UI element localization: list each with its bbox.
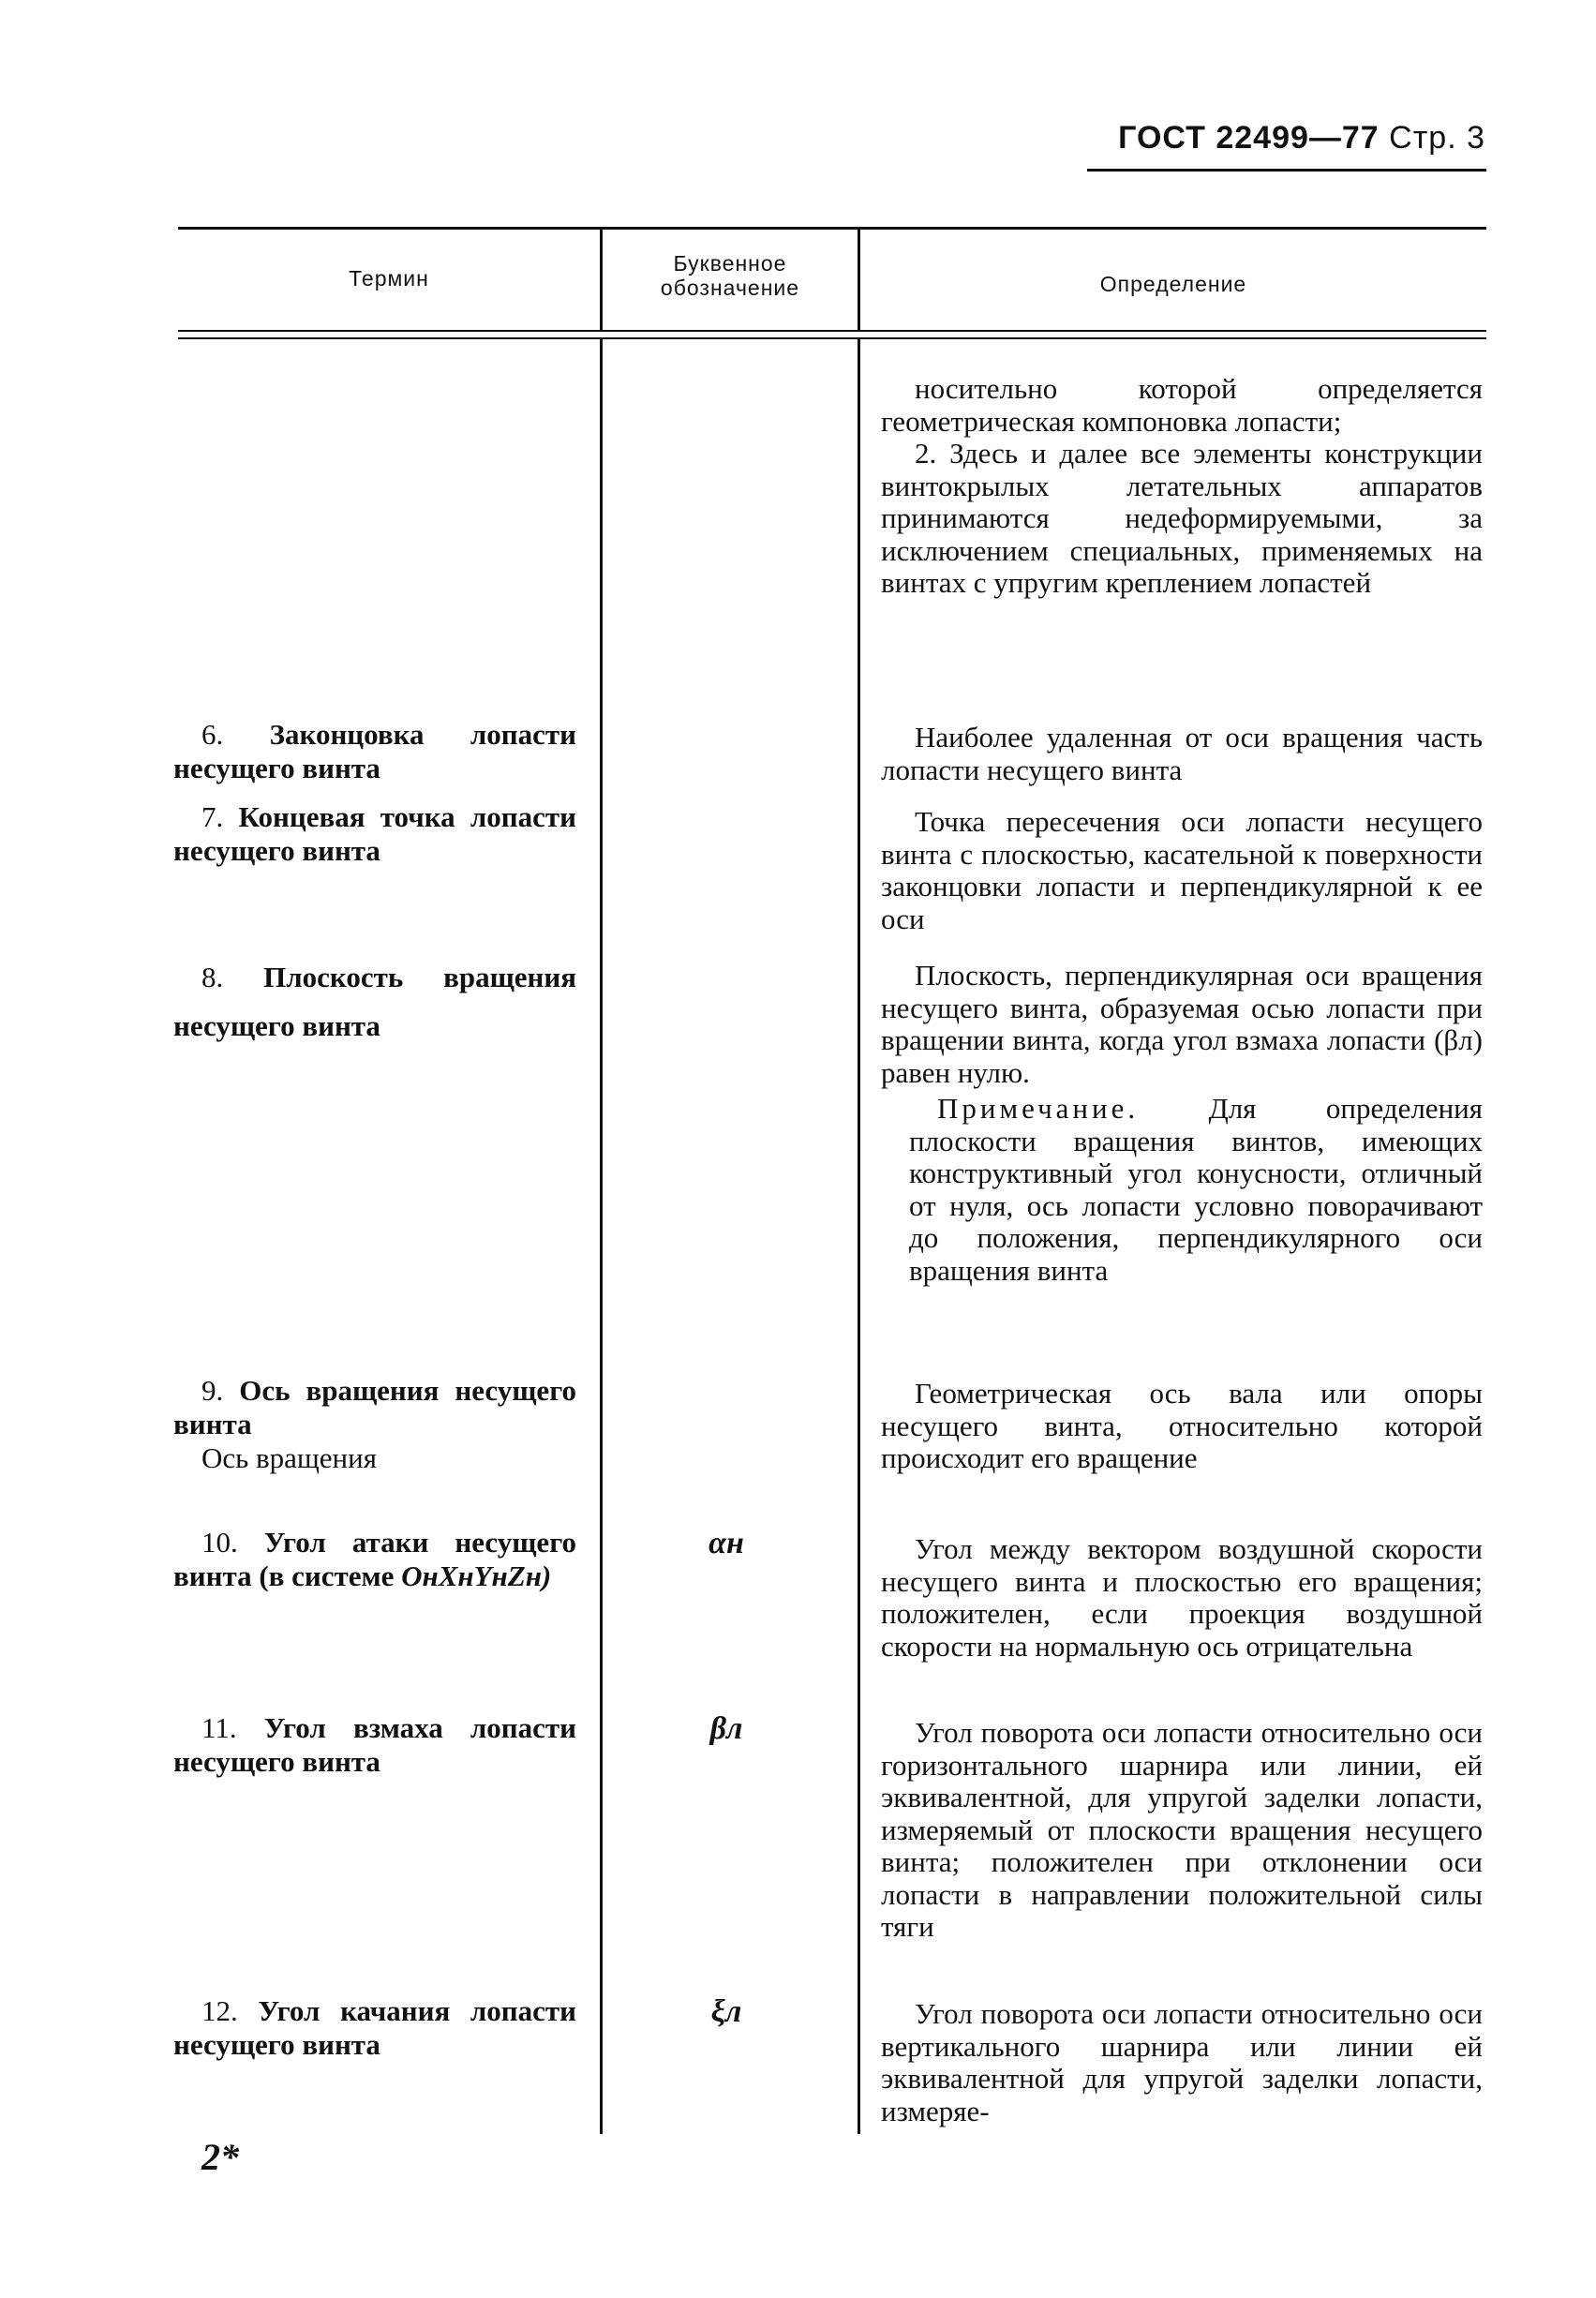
definition-note [881, 1093, 1483, 1287]
term-number: 6. [201, 718, 224, 751]
definition-text: Угол поворота оси лопасти относительно оси горизонтального шарнира или линии, ей эквивалентной, для упругой заделки лопасти, измеряемый от плоскости вращения несущего винта; положителен при отклонении оси лопасти в направлении положительной силы тяги [881, 1716, 1483, 1943]
table-row-10-term [173, 1526, 576, 1593]
definition-text: Угол между вектором воздушной скорости несущего винта и плоскостью его вращения; положителен, если проекция воздушной скорости на нормальную ось отрицательна [881, 1532, 1483, 1663]
column-header-term: Термин [349, 266, 429, 291]
standard-number: ГОСТ 22499—77 [1118, 120, 1380, 156]
column-header-symbol [603, 251, 858, 300]
column-divider-1-body [600, 339, 603, 2134]
term-number: 10. [201, 1526, 238, 1559]
term-name: Угол атаки несущего винта [173, 1526, 576, 1592]
note-text: Для определения плоскости вращения винтов, имеющих конструктивный угол конусности, отличный от нуля, ось лопасти условно поворачивают до положения, перпендикулярного оси вращения винта [909, 1092, 1484, 1287]
table-row-6-definition [881, 722, 1483, 786]
table-row-8-definition [881, 960, 1483, 1287]
column-header-symbol-line1: Буквенное [673, 251, 787, 276]
table-row-12-symbol: ξл [710, 1994, 742, 2029]
note-label: Примечание. [937, 1092, 1140, 1125]
term-name: Угол взмаха лопасти несущего винта [173, 1711, 577, 1778]
table-row-7-definition [881, 806, 1483, 935]
page-number: Стр. 3 [1389, 120, 1485, 156]
table-row-9-term [173, 1374, 576, 1475]
continued-definition [881, 373, 1483, 600]
term-synonym: Ось вращения [201, 1441, 377, 1474]
table-row-11-symbol: βл [709, 1711, 743, 1746]
table-top-rule [178, 227, 1486, 230]
page-signature: 2* [201, 2136, 239, 2178]
table-row-10-definition [881, 1533, 1483, 1663]
table-row-10-symbol: αн [709, 1526, 744, 1560]
table-row-6-term [173, 718, 576, 785]
definition-text: Угол поворота оси лопасти относительно оси вертикального шарнира или линии ей эквивалентной для упругой заделки лопасти, измеряе- [881, 1997, 1483, 2127]
header-rule [1087, 169, 1486, 172]
table-row-11-term [173, 1711, 576, 1779]
definition-text: Плоскость, перпендикулярная оси вращения несущего винта, образуемая осью лопасти при вращении винта, когда угол взмаха лопасти (βл) равен нулю. [881, 959, 1483, 1089]
term-number: 9. [201, 1374, 224, 1407]
definition-text: Наиболее удаленная от оси вращения часть лопасти несущего винта [881, 721, 1483, 786]
term-number: 11. [201, 1711, 237, 1744]
column-header-definition: Определение [1099, 272, 1247, 296]
term-name: Ось вращения несущего винта [173, 1374, 576, 1440]
term-number: 8. [201, 961, 224, 993]
page-header [1118, 120, 1485, 157]
term-number: 7. [201, 800, 224, 833]
term-name: Концевая точка лопасти несущего винта [173, 800, 577, 867]
term-name: Угол качания лопасти несущего винта [173, 1994, 576, 2061]
table-head-rule-2 [178, 337, 1486, 339]
term-name: Плоскость вращения несущего винта [173, 961, 576, 1042]
table-row-8-term [173, 953, 576, 1051]
table-head-rule-1 [178, 330, 1486, 332]
column-header-symbol-line2: обозначение [660, 276, 800, 300]
table-row-11-definition [881, 1717, 1483, 1944]
term-number: 12. [201, 1994, 238, 2027]
table-row-7-term [173, 800, 576, 868]
definition-text: Геометрическая ось вала или опоры несущего винта, относительно которой происходит его вращение [881, 1377, 1483, 1474]
continued-definition-p2: 2. Здесь и далее все элементы конструкции винтокрылых летательных аппаратов принимаются недеформируемыми, за исключением специальных, применяемых на винтах с упругим креплением лопастей [881, 437, 1483, 599]
table-row-12-term [173, 1994, 576, 2062]
table-row-12-definition [881, 1998, 1483, 2127]
continued-definition-p1: носительно которой определяется геометрическая компоновка лопасти; [881, 372, 1483, 438]
table-row-9-definition [881, 1378, 1483, 1475]
term-suffix: (в системе [259, 1559, 395, 1592]
column-divider-2-body [858, 339, 860, 2134]
term-system: OнXнYнZн) [401, 1559, 552, 1592]
term-name: Законцовка лопасти несущего винта [173, 718, 576, 784]
definition-text: Точка пересечения оси лопасти несущего винта с плоскостью, касательной к поверхности законцовки лопасти и перпендикулярной к ее оси [881, 805, 1483, 935]
